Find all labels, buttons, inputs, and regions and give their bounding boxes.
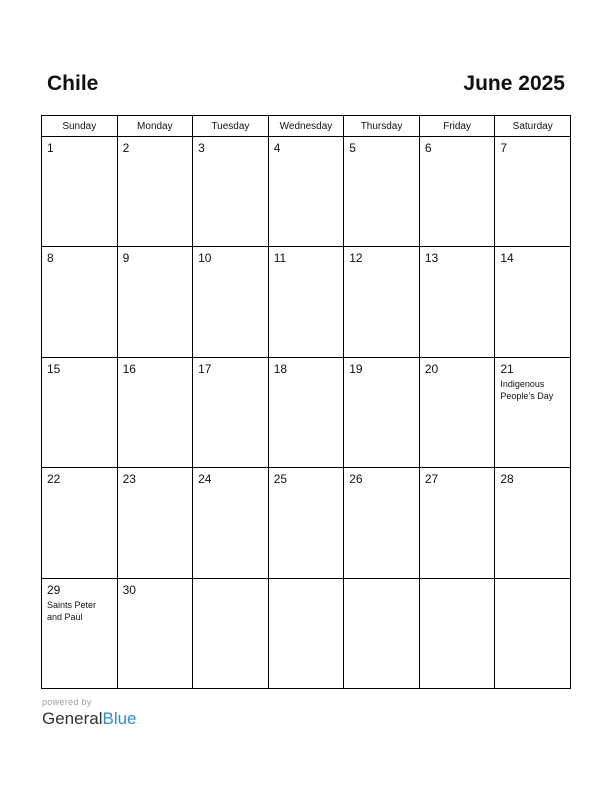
generalblue-logo[interactable] <box>42 709 137 729</box>
week-row <box>42 578 571 688</box>
weekday-thursday: Thursday <box>344 116 420 137</box>
day-number: 3 <box>198 141 205 155</box>
day-cell <box>117 468 193 578</box>
day-number: 11 <box>273 251 287 266</box>
day-number: 30 <box>122 582 136 597</box>
weekday-friday: Friday <box>419 116 495 137</box>
day-number: 22 <box>47 472 61 487</box>
day-number: 4 <box>273 141 281 155</box>
day-cell <box>117 578 193 688</box>
day-number: 23 <box>122 472 136 487</box>
day-cell <box>268 137 344 247</box>
day-number: 2 <box>122 141 130 155</box>
day-number: 9 <box>122 251 130 266</box>
day-number: 7 <box>500 141 508 155</box>
logo-general-text: General <box>42 709 103 728</box>
day-number: 19 <box>349 361 363 376</box>
day-cell <box>419 357 495 467</box>
weekday-tuesday: Tuesday <box>193 116 269 137</box>
day-number: 20 <box>424 361 439 376</box>
week-row <box>42 357 571 467</box>
day-number: 15 <box>47 361 61 376</box>
day-cell <box>268 247 344 357</box>
day-number: 12 <box>349 251 363 266</box>
day-number: 28 <box>500 472 514 487</box>
calendar-grid <box>41 115 571 689</box>
day-cell <box>495 357 571 467</box>
day-cell <box>42 578 118 688</box>
holiday-label: Saints Peter and Paul <box>47 599 97 622</box>
day-number: 26 <box>349 472 363 487</box>
day-cell <box>42 137 118 247</box>
day-cell <box>42 468 118 578</box>
day-number: 16 <box>122 361 136 376</box>
day-cell <box>344 578 420 688</box>
day-number: 14 <box>500 251 514 266</box>
day-number: 6 <box>424 141 432 155</box>
day-cell <box>268 357 344 467</box>
day-number: 27 <box>424 472 439 487</box>
day-cell <box>344 137 420 247</box>
month-year-title: June 2025 <box>463 72 565 95</box>
day-number: 25 <box>273 472 288 487</box>
day-cell <box>495 137 571 247</box>
day-number: 10 <box>198 251 212 266</box>
day-cell <box>193 357 269 467</box>
day-cell <box>117 137 193 247</box>
powered-by-text: powered by <box>42 697 92 707</box>
day-cell <box>117 247 193 357</box>
day-number: 8 <box>47 251 54 266</box>
footer-branding <box>42 697 137 729</box>
day-cell <box>495 578 571 688</box>
day-number: 21 <box>500 361 514 376</box>
day-cell <box>268 578 344 688</box>
day-number: 24 <box>198 472 212 487</box>
weekday-sunday: Sunday <box>42 116 118 137</box>
day-cell <box>42 247 118 357</box>
day-cell <box>344 247 420 357</box>
day-number: 5 <box>349 141 356 155</box>
day-cell <box>495 468 571 578</box>
day-cell <box>344 468 420 578</box>
weekday-saturday: Saturday <box>495 116 571 137</box>
day-cell <box>193 578 269 688</box>
day-cell <box>419 468 495 578</box>
logo-blue-text: Blue <box>102 709 137 728</box>
day-cell <box>419 137 495 247</box>
day-number: 1 <box>47 141 54 155</box>
day-cell <box>42 357 118 467</box>
day-cell <box>193 468 269 578</box>
holiday-label: Indigenous People’s Day <box>500 378 554 401</box>
weekday-monday: Monday <box>117 116 193 137</box>
day-number: 29 <box>47 582 61 597</box>
day-cell <box>344 357 420 467</box>
day-cell <box>193 137 269 247</box>
day-cell <box>117 357 193 467</box>
weekday-wednesday: Wednesday <box>268 116 344 137</box>
day-cell <box>419 578 495 688</box>
day-cell <box>495 247 571 357</box>
day-cell <box>193 247 269 357</box>
day-number: 13 <box>424 251 439 266</box>
day-cell <box>419 247 495 357</box>
weekday-header-row <box>42 116 571 137</box>
week-row <box>42 137 571 247</box>
day-number: 17 <box>198 361 212 376</box>
country-title: Chile <box>47 72 99 95</box>
day-cell <box>268 468 344 578</box>
week-row <box>42 247 571 357</box>
day-number: 18 <box>273 361 288 376</box>
week-row <box>42 468 571 578</box>
